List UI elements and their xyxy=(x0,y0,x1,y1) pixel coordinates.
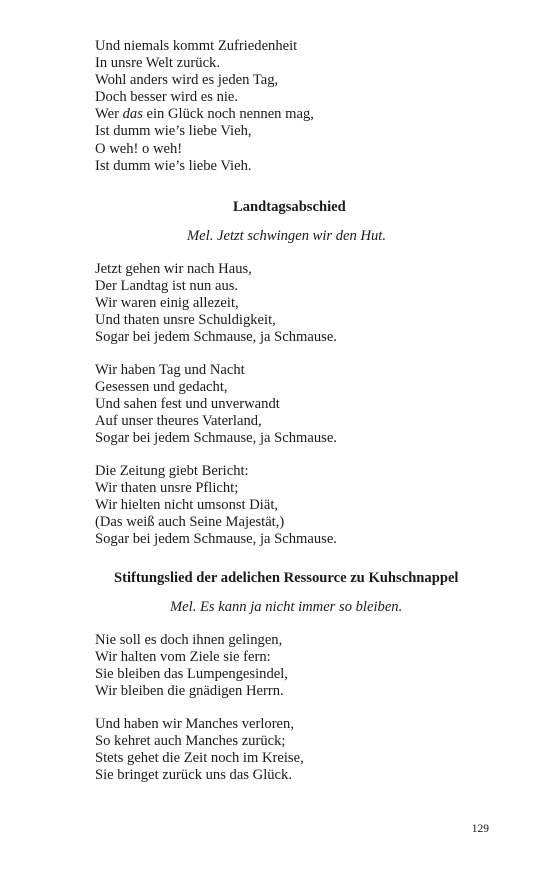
stiftung-stanza-2 xyxy=(95,716,304,784)
poem-line: Sogar bei jedem Schmause, ja Schmause. xyxy=(95,329,337,346)
poem-line: Doch besser wird es nie. xyxy=(95,89,239,106)
poem-title-landtagsabschied: Landtagsabschied xyxy=(233,199,346,215)
poem-title-stiftungslied: Stiftungslied der adelichen Ressource zu Kuhschnappel xyxy=(114,570,459,586)
poem-line: Nie soll es doch ihnen gelingen, xyxy=(95,632,283,648)
page-number: 129 xyxy=(471,823,489,835)
poem-line: O weh! o weh! xyxy=(95,140,183,157)
poem-line: Wir haben Tag und Nacht xyxy=(95,362,245,378)
poem-line: Sie bleiben das Lumpengesindel, xyxy=(95,666,288,683)
poem-line-text: Wer xyxy=(95,106,123,123)
landtag-stanza-3 xyxy=(95,463,337,548)
poem-line: Die Zeitung giebt Bericht: xyxy=(95,463,249,479)
poem-line: Sie bringet zurück uns das Glück. xyxy=(95,767,292,784)
poem-line: Ist dumm wie’s liebe Vieh. xyxy=(95,157,252,174)
poem-line: Wir halten vom Ziele sie fern: xyxy=(95,649,271,666)
poem-line: So kehret auch Manches zurück; xyxy=(95,733,286,750)
poem-line xyxy=(95,106,314,123)
landtag-stanza-1 xyxy=(95,261,337,346)
poem-line: Und niemals kommt Zufriedenheit xyxy=(95,38,298,54)
poem-line: Der Landtag ist nun aus. xyxy=(95,278,239,295)
poem-line: Wir thaten unsre Pflicht; xyxy=(95,480,239,497)
poem-line: Ist dumm wie’s liebe Vieh, xyxy=(95,123,252,140)
poem-line: Und haben wir Manches verloren, xyxy=(95,716,294,732)
poem-line: Und sahen fest und unverwandt xyxy=(95,396,280,413)
poem-line: Wir bleiben die gnädigen Herrn. xyxy=(95,683,284,700)
intro-stanza xyxy=(95,38,314,175)
poem-line: (Das weiß auch Seine Majestät,) xyxy=(95,514,285,531)
melody-note-stiftung: Mel. Es kann ja nicht immer so bleiben. xyxy=(170,599,403,615)
stiftung-stanza-1 xyxy=(95,632,288,700)
poem-line-text: ein Glück noch nennen mag, xyxy=(142,106,314,123)
landtag-stanza-2 xyxy=(95,362,337,447)
poem-line: Wir waren einig allezeit, xyxy=(95,295,239,312)
melody-note-landtag: Mel. Jetzt schwingen wir den Hut. xyxy=(187,228,387,244)
poem-line: Wir hielten nicht umsonst Diät, xyxy=(95,497,279,514)
poem-line: Sogar bei jedem Schmause, ja Schmause. xyxy=(95,430,337,447)
poem-line: Gesessen und gedacht, xyxy=(95,379,228,396)
poem-line: Sogar bei jedem Schmause, ja Schmause. xyxy=(95,531,337,548)
poem-line: Jetzt gehen wir nach Haus, xyxy=(95,261,252,277)
poem-line: Wohl anders wird es jeden Tag, xyxy=(95,72,279,89)
poem-line: Auf unser theures Vaterland, xyxy=(95,413,262,430)
poem-line: In unsre Welt zurück. xyxy=(95,55,220,72)
poem-line: Und thaten unsre Schuldigkeit, xyxy=(95,312,276,329)
emphasized-word: das xyxy=(122,106,143,123)
poem-line: Stets gehet die Zeit noch im Kreise, xyxy=(95,750,304,767)
